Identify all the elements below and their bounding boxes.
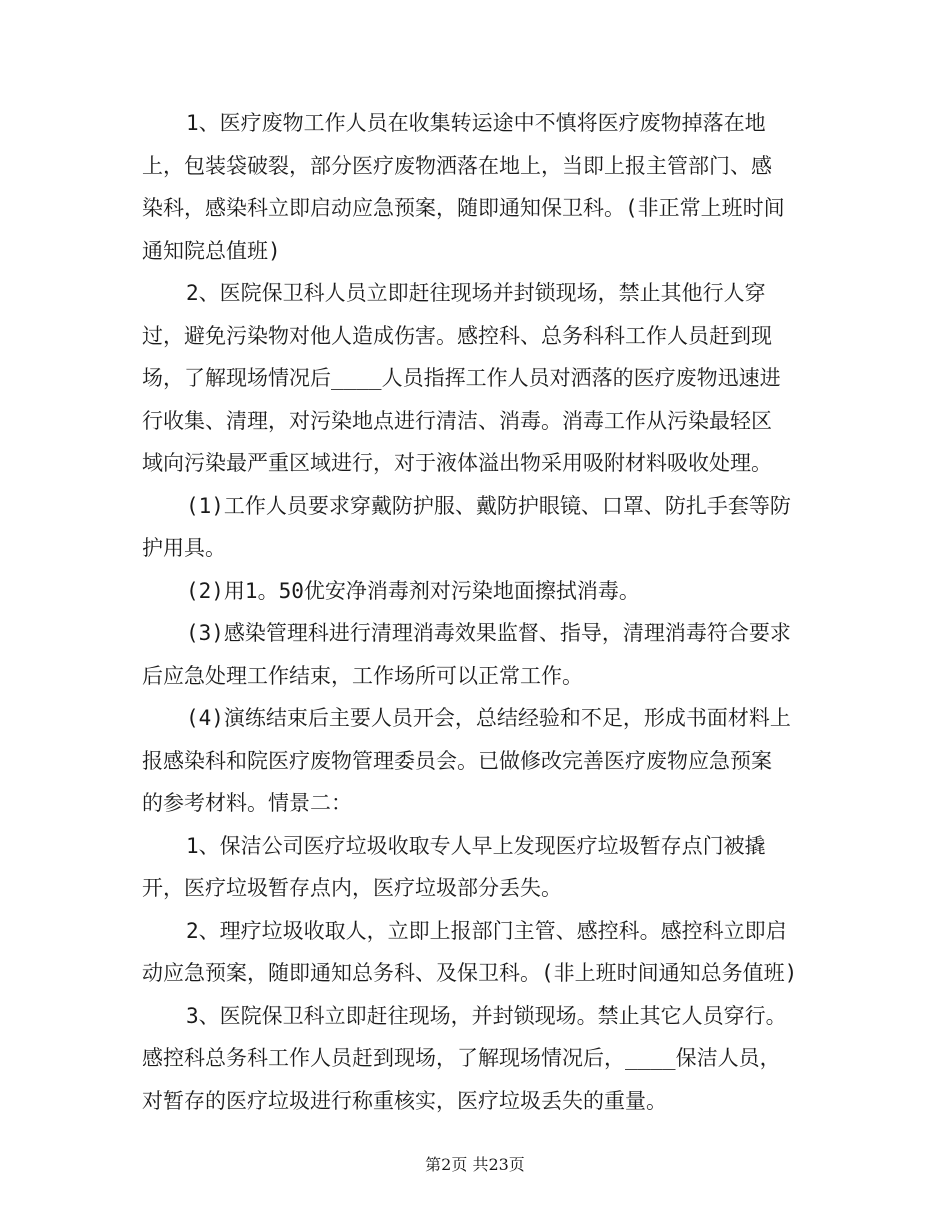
text-line: (1)工作人员要求穿戴防护服、戴防护眼镜、口罩、防扎手套等防 [186, 493, 791, 518]
text-line: 护用具。 [142, 536, 226, 560]
text-line: 感控科总务科工作人员赶到现场，了解现场情况后，____保洁人员， [142, 1046, 781, 1070]
text-line: 开，医疗垃圾暂存点内，医疗垃圾部分丢失。 [142, 876, 562, 900]
text-line: 的参考材料。情景二： [142, 791, 352, 815]
text-line: (2)用1。50优安净消毒剂对污染地面擦拭消毒。 [186, 578, 640, 603]
text-line: 1、医疗废物工作人员在收集转运途中不慎将医疗废物掉落在地 [186, 111, 766, 135]
page-number: 第2页 共23页 [425, 1155, 525, 1174]
text-line: 3、医院保卫科立即赶往现场，并封锁现场。禁止其它人员穿行。 [186, 1003, 787, 1028]
text-line: 报感染科和院医疗废物管理委员会。已做修改完善医疗废物应急预案 [142, 748, 772, 773]
text-line: 域向污染最严重区域进行，对于液体溢出物采用吸附材料吸收处理。 [142, 451, 772, 475]
text-line: (4)演练结束后主要人员开会，总结经验和不足，形成书面材料上 [186, 706, 791, 730]
text-line: 染科，感染科立即启动应急预案，随即通知保卫科。(非正常上班时间 [142, 196, 785, 220]
text-line: 动应急预案，随即通知总务科、及保卫科。(非上班时间通知总务值班) [142, 961, 798, 985]
text-line: 过，避免污染物对他人造成伤害。感控科、总务科科工作人员赶到现 [142, 323, 772, 348]
text-line: 2、理疗垃圾收取人，立即上报部门主管、感控科。感控科立即启 [186, 918, 787, 943]
text-line: 2、医院保卫科人员立即赶往现场并封锁现场，禁止其他行人穿 [186, 281, 766, 305]
text-line: 行收集、清理，对污染地点进行清洁、消毒。消毒工作从污染最轻区 [142, 408, 772, 433]
text-line: 后应急处理工作结束，工作场所可以正常工作。 [142, 663, 583, 688]
text-line: 通知院总值班) [142, 238, 281, 263]
text-line: 上，包装袋破裂，部分医疗废物洒落在地上，当即上报主管部门、感 [142, 153, 772, 178]
text-line: 对暂存的医疗垃圾进行称重核实，医疗垃圾丢失的重量。 [142, 1088, 667, 1113]
text-line: 1、保洁公司医疗垃圾收取专人早上发现医疗垃圾暂存点门被撬 [186, 833, 766, 858]
document-body [142, 102, 810, 1122]
text-line: (3)感染管理科进行清理消毒效果监督、指导，清理消毒符合要求 [186, 621, 791, 645]
text-line: 场，了解现场情况后____人员指挥工作人员对洒落的医疗废物迅速进 [142, 366, 781, 390]
